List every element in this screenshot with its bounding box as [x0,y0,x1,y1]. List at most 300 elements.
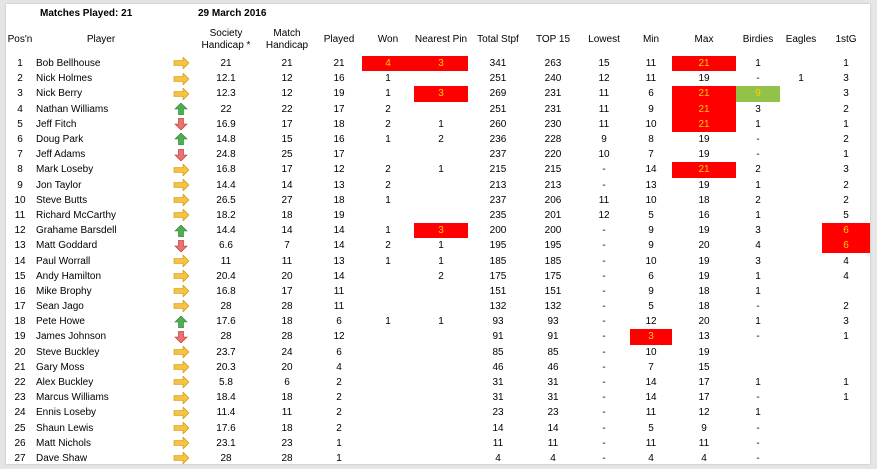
nearest-pin-cell [414,360,468,375]
player-name: Grahame Barsdell [36,225,117,237]
eagles-cell [780,329,822,344]
first-tg-cell: 2 [843,194,849,206]
pos-cell: 22 [14,377,26,389]
total-stpf-cell: 185 [489,255,507,267]
first-tg-cell: 1 [843,377,849,389]
played-cell: 13 [333,179,345,191]
society-handicap-cell: 16.8 [216,285,236,297]
played-cell: 14 [333,240,345,252]
lowest-cell: 15 [598,58,610,70]
eagles-cell [780,223,822,238]
match-handicap-cell: 18 [281,209,293,221]
arrow-right-icon [168,269,194,284]
max-cell: 19 [698,270,710,282]
player-name: Matt Nichols [36,437,92,449]
report-date: 29 March 2016 [198,8,267,19]
col-first-tg: 1stG [835,34,857,45]
min-cell: 14 [645,392,657,404]
player-name: Steve Buckley [36,346,100,358]
society-handicap-cell: 11 [220,255,232,267]
won-cell: 1 [385,134,391,146]
lowest-cell: - [602,452,606,464]
player-name: Dave Shaw [36,452,88,464]
top15-cell: 23 [547,407,559,419]
played-cell: 2 [336,407,342,419]
society-handicap-cell: 28 [220,452,232,464]
arrow-up-icon [168,132,194,147]
player-name: James Johnson [36,331,107,343]
header-row [6,24,870,56]
top15-cell: 220 [544,149,562,161]
table-row [6,390,870,405]
max-cell: 19 [698,134,710,146]
col-pos: Pos'n [7,34,33,45]
top15-cell: 93 [547,316,559,328]
arrow-right-icon [168,375,194,390]
first-tg-cell [822,345,870,360]
total-stpf-cell: 237 [489,149,507,161]
eagles-cell [780,451,822,466]
match-handicap-cell: 17 [281,285,293,297]
top15-cell: 151 [544,285,562,297]
nearest-pin-cell: 1 [438,255,444,267]
first-tg-cell: 6 [822,238,870,253]
min-cell: 6 [648,270,654,282]
birdies-cell: 1 [755,316,761,328]
won-cell: 2 [385,164,391,176]
match-handicap-cell: 11 [281,407,293,419]
table-row [6,86,870,101]
min-cell: 9 [648,285,654,297]
min-cell: 7 [648,361,654,373]
played-cell: 18 [333,194,345,206]
first-tg-cell: 5 [843,209,849,221]
lowest-cell: - [602,422,606,434]
society-handicap-cell: 18.4 [216,392,236,404]
player-name: Nathan Williams [36,103,109,115]
first-tg-cell: 1 [843,392,849,404]
first-tg-cell [822,360,870,375]
birdies-cell: 1 [755,209,761,221]
total-stpf-cell: 341 [489,58,507,70]
max-cell: 19 [698,73,710,85]
table-row [6,238,870,253]
eagles-cell [780,390,822,405]
match-handicap-cell: 15 [281,134,293,146]
match-handicap-cell: 18 [281,422,293,434]
arrow-down-icon [168,238,194,253]
first-tg-cell [822,284,870,299]
max-cell: 17 [698,392,710,404]
arrow-right-icon [168,86,194,101]
eagles-cell [780,147,822,162]
nearest-pin-cell: 2 [438,270,444,282]
standings-sheet [6,4,870,464]
col-total-stpf: Total Stpf [477,34,519,45]
played-cell: 17 [333,149,345,161]
min-cell: 6 [648,88,654,100]
max-cell: 9 [701,422,707,434]
played-cell: 21 [333,58,345,70]
max-cell: 17 [698,377,710,389]
played-cell: 17 [333,103,345,115]
won-cell [362,451,414,466]
nearest-pin-cell [414,208,468,223]
arrow-down-icon [168,329,194,344]
player-name: Matt Goddard [36,240,98,252]
won-cell [362,405,414,420]
top15-cell: 195 [544,240,562,252]
max-cell: 12 [698,407,710,419]
nearest-pin-cell [414,345,468,360]
top15-cell: 200 [544,225,562,237]
eagles-cell [780,238,822,253]
total-stpf-cell: 91 [492,331,504,343]
min-cell: 5 [648,422,654,434]
won-cell [362,269,414,284]
match-handicap-cell: 24 [281,346,293,358]
max-cell: 19 [698,149,710,161]
match-handicap-cell: 20 [281,270,293,282]
match-handicap-cell: 7 [284,240,290,252]
col-top15: TOP 15 [535,34,571,45]
eagles-cell [780,314,822,329]
table-row [6,56,870,71]
total-stpf-cell: 213 [489,179,507,191]
total-stpf-cell: 85 [492,346,504,358]
arrow-right-icon [168,405,194,420]
pos-cell: 5 [17,118,23,130]
col-player: Player [86,34,116,45]
min-cell: 11 [645,58,657,70]
society-handicap-cell: 20.4 [216,270,236,282]
standings-table [6,24,870,466]
birdies-cell: - [756,134,760,146]
top15-cell: 175 [544,270,562,282]
birdies-cell: 3 [755,103,761,115]
society-handicap-cell: 16.9 [216,118,236,130]
min-cell: 9 [648,225,654,237]
pos-cell: 10 [14,194,26,206]
first-tg-cell: 3 [843,164,849,176]
eagles-cell [780,162,822,177]
lowest-cell: - [602,437,606,449]
match-handicap-cell: 28 [281,331,293,343]
first-tg-cell: 1 [843,331,849,343]
table-row [6,451,870,466]
col-played: Played [323,34,355,45]
table-row [6,345,870,360]
played-cell: 12 [333,331,345,343]
min-cell: 12 [645,316,657,328]
birdies-cell: 3 [755,225,761,237]
eagles-cell [780,405,822,420]
first-tg-cell: 4 [843,255,849,267]
eagles-cell [780,375,822,390]
table-row [6,71,870,86]
society-handicap-cell: 17.6 [216,316,236,328]
first-tg-cell: 6 [822,223,870,238]
lowest-cell: - [602,301,606,313]
played-cell: 2 [336,392,342,404]
player-name: Andy Hamilton [36,270,102,282]
match-handicap-cell: 28 [281,452,293,464]
eagles-cell [780,132,822,147]
player-name: Shaun Lewis [36,422,94,434]
player-name: Bob Bellhouse [36,58,101,70]
pos-cell: 14 [14,255,26,267]
birdies-cell: - [756,331,760,343]
table-row [6,162,870,177]
first-tg-cell: 2 [843,134,849,146]
total-stpf-cell: 237 [489,194,507,206]
birdies-cell: - [756,452,760,464]
max-cell: 11 [698,437,710,449]
total-stpf-cell: 4 [495,452,501,464]
total-stpf-cell: 93 [492,316,504,328]
min-cell: 14 [645,164,657,176]
col-birdies: Birdies [742,34,774,45]
first-tg-cell: 1 [843,149,849,161]
pos-cell: 23 [14,392,26,404]
table-row [6,299,870,314]
top15-cell: 228 [544,134,562,146]
played-cell: 14 [333,270,345,282]
player-name: Gary Moss [36,361,85,373]
arrow-right-icon [168,193,194,208]
first-tg-cell: 1 [843,118,849,130]
min-cell: 10 [645,255,657,267]
player-name: Pete Howe [36,316,85,328]
pos-cell: 1 [17,58,23,70]
society-handicap-cell: 14.4 [216,179,236,191]
society-handicap-cell: 12.3 [216,88,236,100]
arrow-right-icon [168,71,194,86]
first-tg-cell: 3 [843,73,849,85]
min-cell: 11 [645,407,657,419]
society-handicap-cell: 12.1 [216,73,236,85]
pos-cell: 9 [17,179,23,191]
pos-cell: 19 [14,331,26,343]
nearest-pin-cell [414,436,468,451]
match-handicap-cell: 18 [281,392,293,404]
birdies-cell: - [756,392,760,404]
col-match-handicap: Match Handicap [265,28,309,51]
top15-cell: 215 [544,164,562,176]
col-max: Max [694,34,714,45]
won-cell: 1 [385,255,391,267]
birdies-cell: 2 [755,164,761,176]
eagles-cell [780,269,822,284]
min-cell: 3 [630,329,672,344]
eagles-cell [780,421,822,436]
min-cell: 9 [648,103,654,115]
max-cell: 19 [698,346,710,358]
lowest-cell: 12 [598,209,610,221]
pos-cell: 6 [17,134,23,146]
match-handicap-cell: 21 [281,58,293,70]
max-cell: 20 [698,240,710,252]
pos-cell: 16 [14,285,26,297]
table-row [6,421,870,436]
col-society-handicap: Society Handicap * [201,28,251,51]
arrow-up-icon [168,314,194,329]
total-stpf-cell: 175 [489,270,507,282]
max-cell: 18 [698,301,710,313]
first-tg-cell: 2 [843,103,849,115]
col-trend [168,24,194,56]
top15-cell: 132 [544,301,562,313]
lowest-cell: - [602,225,606,237]
birdies-cell: 4 [755,240,761,252]
won-cell: 2 [385,103,391,115]
nearest-pin-cell [414,405,468,420]
player-name: Nick Berry [36,88,83,100]
birdies-cell: - [756,301,760,313]
pos-cell: 20 [14,346,26,358]
played-cell: 18 [333,118,345,130]
society-handicap-cell: 11.4 [216,407,236,419]
col-lowest: Lowest [588,34,620,45]
won-cell: 2 [385,179,391,191]
max-cell: 18 [698,285,710,297]
lowest-cell: - [602,377,606,389]
played-cell: 6 [336,346,342,358]
total-stpf-cell: 23 [492,407,504,419]
nearest-pin-cell: 1 [438,316,444,328]
birdies-cell: - [756,437,760,449]
match-handicap-cell: 20 [281,361,293,373]
arrow-right-icon [168,253,194,268]
eagles-cell [780,299,822,314]
player-name: Richard McCarthy [36,209,117,221]
birdies-cell: 1 [755,407,761,419]
match-handicap-cell: 14 [281,179,293,191]
society-handicap-cell: 17.6 [216,422,236,434]
eagles-cell [780,193,822,208]
lowest-cell: - [602,255,606,267]
match-handicap-cell: 12 [281,88,293,100]
society-handicap-cell: 21 [220,58,232,70]
birdies-cell: 1 [755,285,761,297]
arrow-right-icon [168,178,194,193]
played-cell: 1 [336,437,342,449]
player-name: Mike Brophy [36,285,92,297]
pos-cell: 13 [14,240,26,252]
total-stpf-cell: 14 [492,422,504,434]
birdies-cell: 1 [755,58,761,70]
player-name: Jon Taylor [36,179,82,191]
top15-cell: 240 [544,73,562,85]
player-name: Doug Park [36,134,84,146]
table-row [6,147,870,162]
match-handicap-cell: 17 [281,164,293,176]
eagles-cell [780,436,822,451]
lowest-cell: - [602,270,606,282]
first-tg-cell: 2 [843,301,849,313]
total-stpf-cell: 236 [489,134,507,146]
first-tg-cell: 3 [843,316,849,328]
won-cell [362,299,414,314]
won-cell [362,147,414,162]
played-cell: 2 [336,377,342,389]
eagles-cell: 1 [798,73,804,85]
eagles-cell [780,345,822,360]
table-row [6,193,870,208]
min-cell: 7 [648,149,654,161]
max-cell: 21 [672,162,736,177]
table-row [6,284,870,299]
pos-cell: 26 [14,437,26,449]
nearest-pin-cell [414,178,468,193]
nearest-pin-cell [414,299,468,314]
max-cell: 4 [701,452,707,464]
top15-cell: 213 [544,179,562,191]
society-handicap-cell: 23.1 [216,437,236,449]
nearest-pin-cell [414,71,468,86]
pos-cell: 8 [17,164,23,176]
nearest-pin-cell [414,375,468,390]
nearest-pin-cell: 3 [414,223,468,238]
player-name: Alex Buckley [36,377,94,389]
max-cell: 21 [672,86,736,101]
total-stpf-cell: 31 [492,377,504,389]
arrow-up-icon [168,102,194,117]
player-name: Steve Butts [36,194,88,206]
first-tg-cell [822,436,870,451]
max-cell: 15 [698,361,710,373]
arrow-right-icon [168,345,194,360]
won-cell: 1 [385,194,391,206]
table-row [6,132,870,147]
lowest-cell: - [602,285,606,297]
pos-cell: 27 [14,452,26,464]
pos-cell: 25 [14,422,26,434]
min-cell: 11 [645,437,657,449]
first-tg-cell: 1 [843,58,849,70]
top15-cell: 31 [547,377,559,389]
table-row [6,405,870,420]
nearest-pin-cell: 1 [438,240,444,252]
arrow-right-icon [168,208,194,223]
played-cell: 16 [333,73,345,85]
pos-cell: 4 [17,103,23,115]
played-cell: 14 [333,225,345,237]
table-row [6,178,870,193]
total-stpf-cell: 31 [492,392,504,404]
society-handicap-cell: 5.8 [219,377,233,389]
arrow-up-icon [168,223,194,238]
table-row [6,117,870,132]
match-handicap-cell: 28 [281,301,293,313]
table-row [6,102,870,117]
matches-played-label: Matches Played: 21 [40,8,133,19]
won-cell: 1 [385,316,391,328]
won-cell [362,436,414,451]
pos-cell: 2 [17,73,23,85]
lowest-cell: 9 [601,134,607,146]
player-name: Mark Loseby [36,164,94,176]
nearest-pin-cell [414,102,468,117]
eagles-cell [780,253,822,268]
nearest-pin-cell [414,421,468,436]
table-row [6,329,870,344]
eagles-cell [780,86,822,101]
first-tg-cell [822,451,870,466]
min-cell: 8 [648,134,654,146]
min-cell: 10 [645,118,657,130]
nearest-pin-cell: 3 [414,56,468,71]
